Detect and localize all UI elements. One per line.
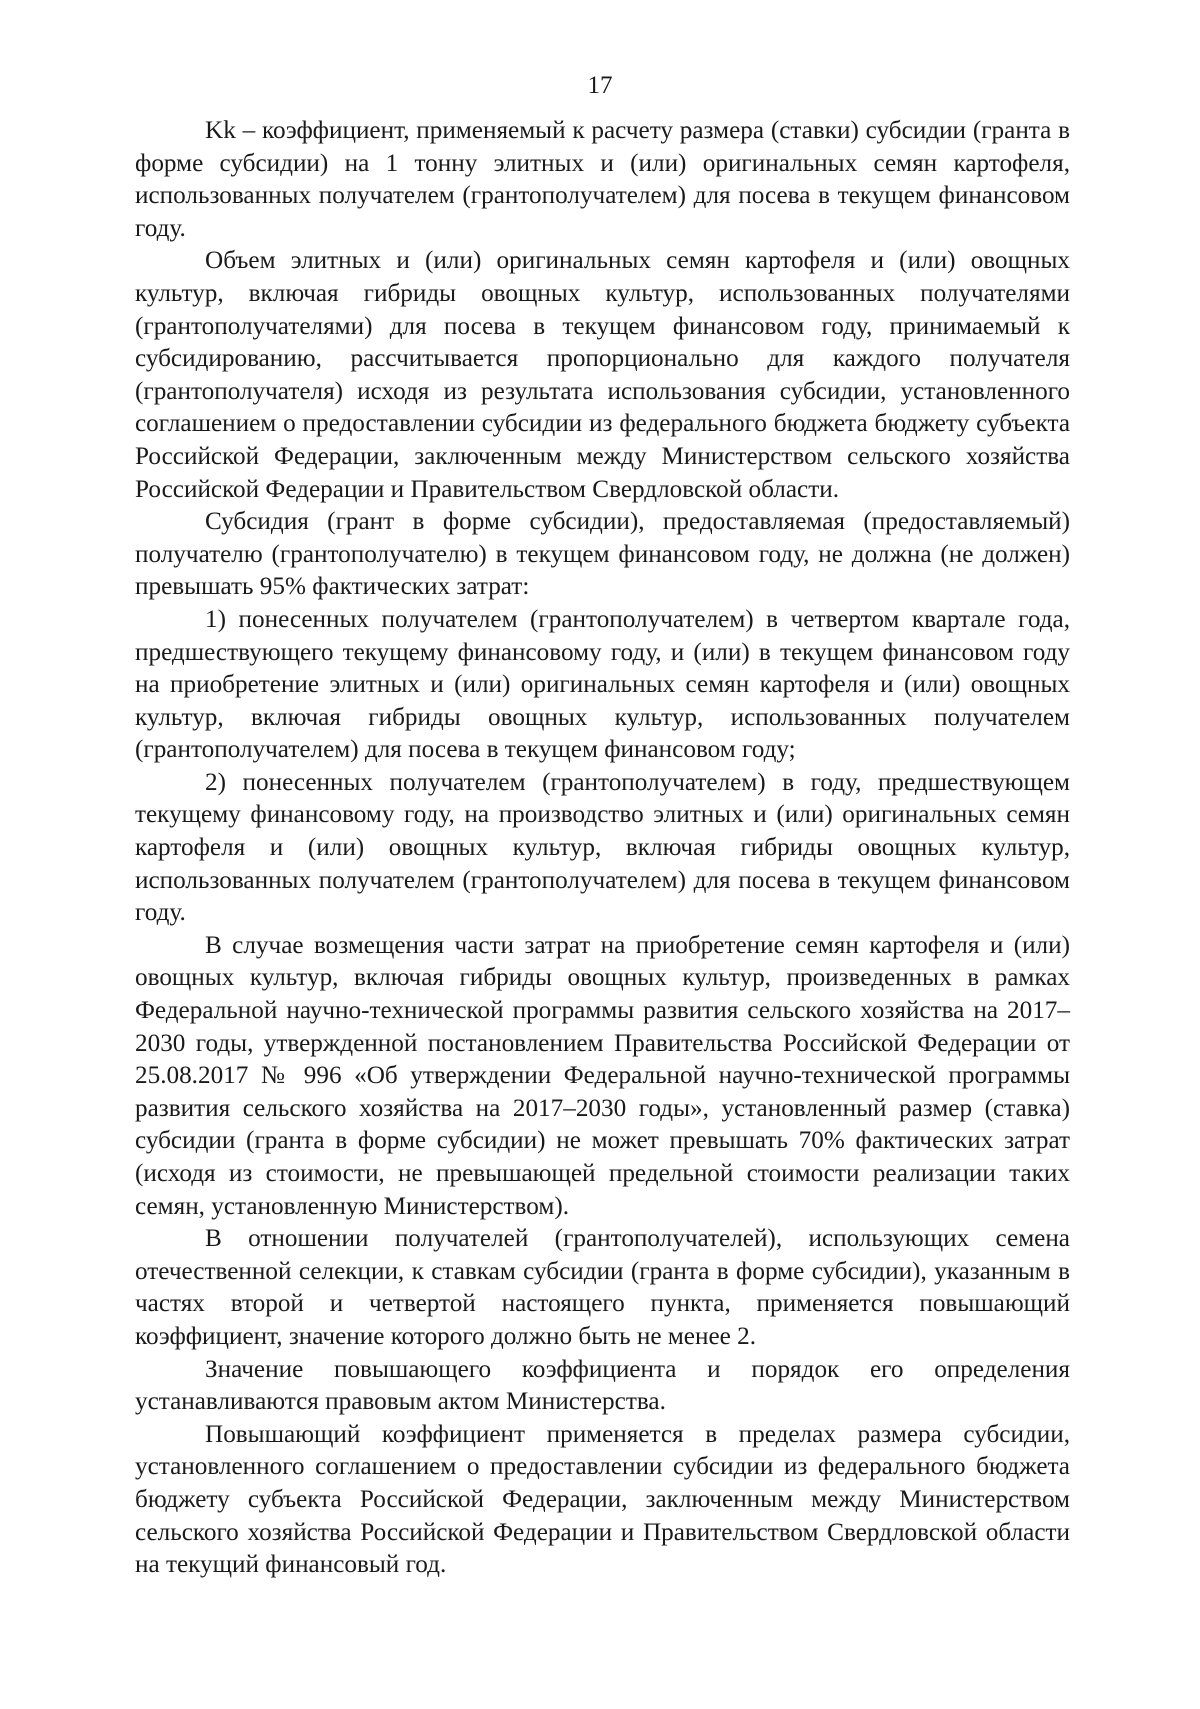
paragraph-subsidy-limit: Субсидия (грант в форме субсидии), предоставляемая (предоставляемый) получателю (грантополучателю) в текущем финансовом году, не должна (не должен) превышать 95% фактических затрат: [135,508,1070,601]
paragraph-kk-definition: Kk – коэффициент, применяемый к расчету размера (ставки) субсидии (гранта в форме субсидии) на 1 тонну элитных и (или) оригинальных семян картофеля, использованных получателем (грантополучателем) для посева в текущем финансовом году. [135,117,1070,242]
paragraph-domestic-selection: В отношении получателей (грантополучателей), использующих семена отечественной селекции, к ставкам субсидии (гранта в форме субсидии), указанным в частях второй и четвертой настоящего пункта, применяется повышающий коэффициент, значение которого должно быть не менее 2. [135,1225,1070,1350]
list-item-2: 2) понесенных получателем (грантополучателем) в году, предшествующем текущему финансовому году, на производство элитных и (или) оригинальных семян картофеля и (или) овощных культур, включая гибриды овощных культур, использованных получателем (грантополучателем) для посева в текущем финансовом году. [135,768,1070,927]
page-number: 17 [587,72,613,99]
document-body [135,115,1070,1582]
paragraph-seed-volume: Объем элитных и (или) оригинальных семян картофеля и (или) овощных культур, включая гибриды овощных культур, использованных получателями (грантополучателями) для посева в текущем финансовом году, принимаемый к субсидированию, рассчитывается пропорционально для каждого получателя (грантополучателя) исходя из результата использования субсидии, установленного соглашением о предоставлении субсидии из федерального бюджета бюджету субъекта Российской Федерации, заключенным между Министерством сельского хозяйства Российской Федерации и Правительством Свердловской области. [135,247,1070,503]
paragraph-coefficient-limit: Повышающий коэффициент применяется в пределах размера субсидии, установленного соглашением о предоставлении субсидии из федерального бюджета бюджету субъекта Российской Федерации, заключенным между Министерством сельского хозяйства Российской Федерации и Правительством Свердловской области на текущий финансовый год. [135,1420,1070,1579]
paragraph-research-program: В случае возмещения части затрат на приобретение семян картофеля и (или) овощных культур, включая гибриды овощных культур, произведенных в рамках Федеральной научно-технической программы развития сельского хозяйства на 2017–2030 годы, утвержденной постановлением Правительства Российской Федерации от 25.08.2017 № 996 «Об утверждении Федеральной научно-технической программы развития сельского хозяйства на 2017–2030 годы», установленный размер (ставка) субсидии (гранта в форме субсидии) не может превышать 70% фактических затрат (исходя из стоимости, не превышающей предельной стоимости реализации таких семян, установленную Министерством). [135,931,1070,1220]
paragraph-coefficient-value: Значение повышающего коэффициента и порядок его определения устанавливаются правовым актом Министерства. [135,1355,1070,1416]
list-item-1: 1) понесенных получателем (грантополучателем) в четвертом квартале года, предшествующего текущему финансовому году, и (или) в текущем финансовом году на приобретение элитных и (или) оригинальных семян картофеля и (или) овощных культур, включая гибриды овощных культур, использованных получателем (грантополучателем) для посева в текущем финансовом году; [135,605,1070,764]
